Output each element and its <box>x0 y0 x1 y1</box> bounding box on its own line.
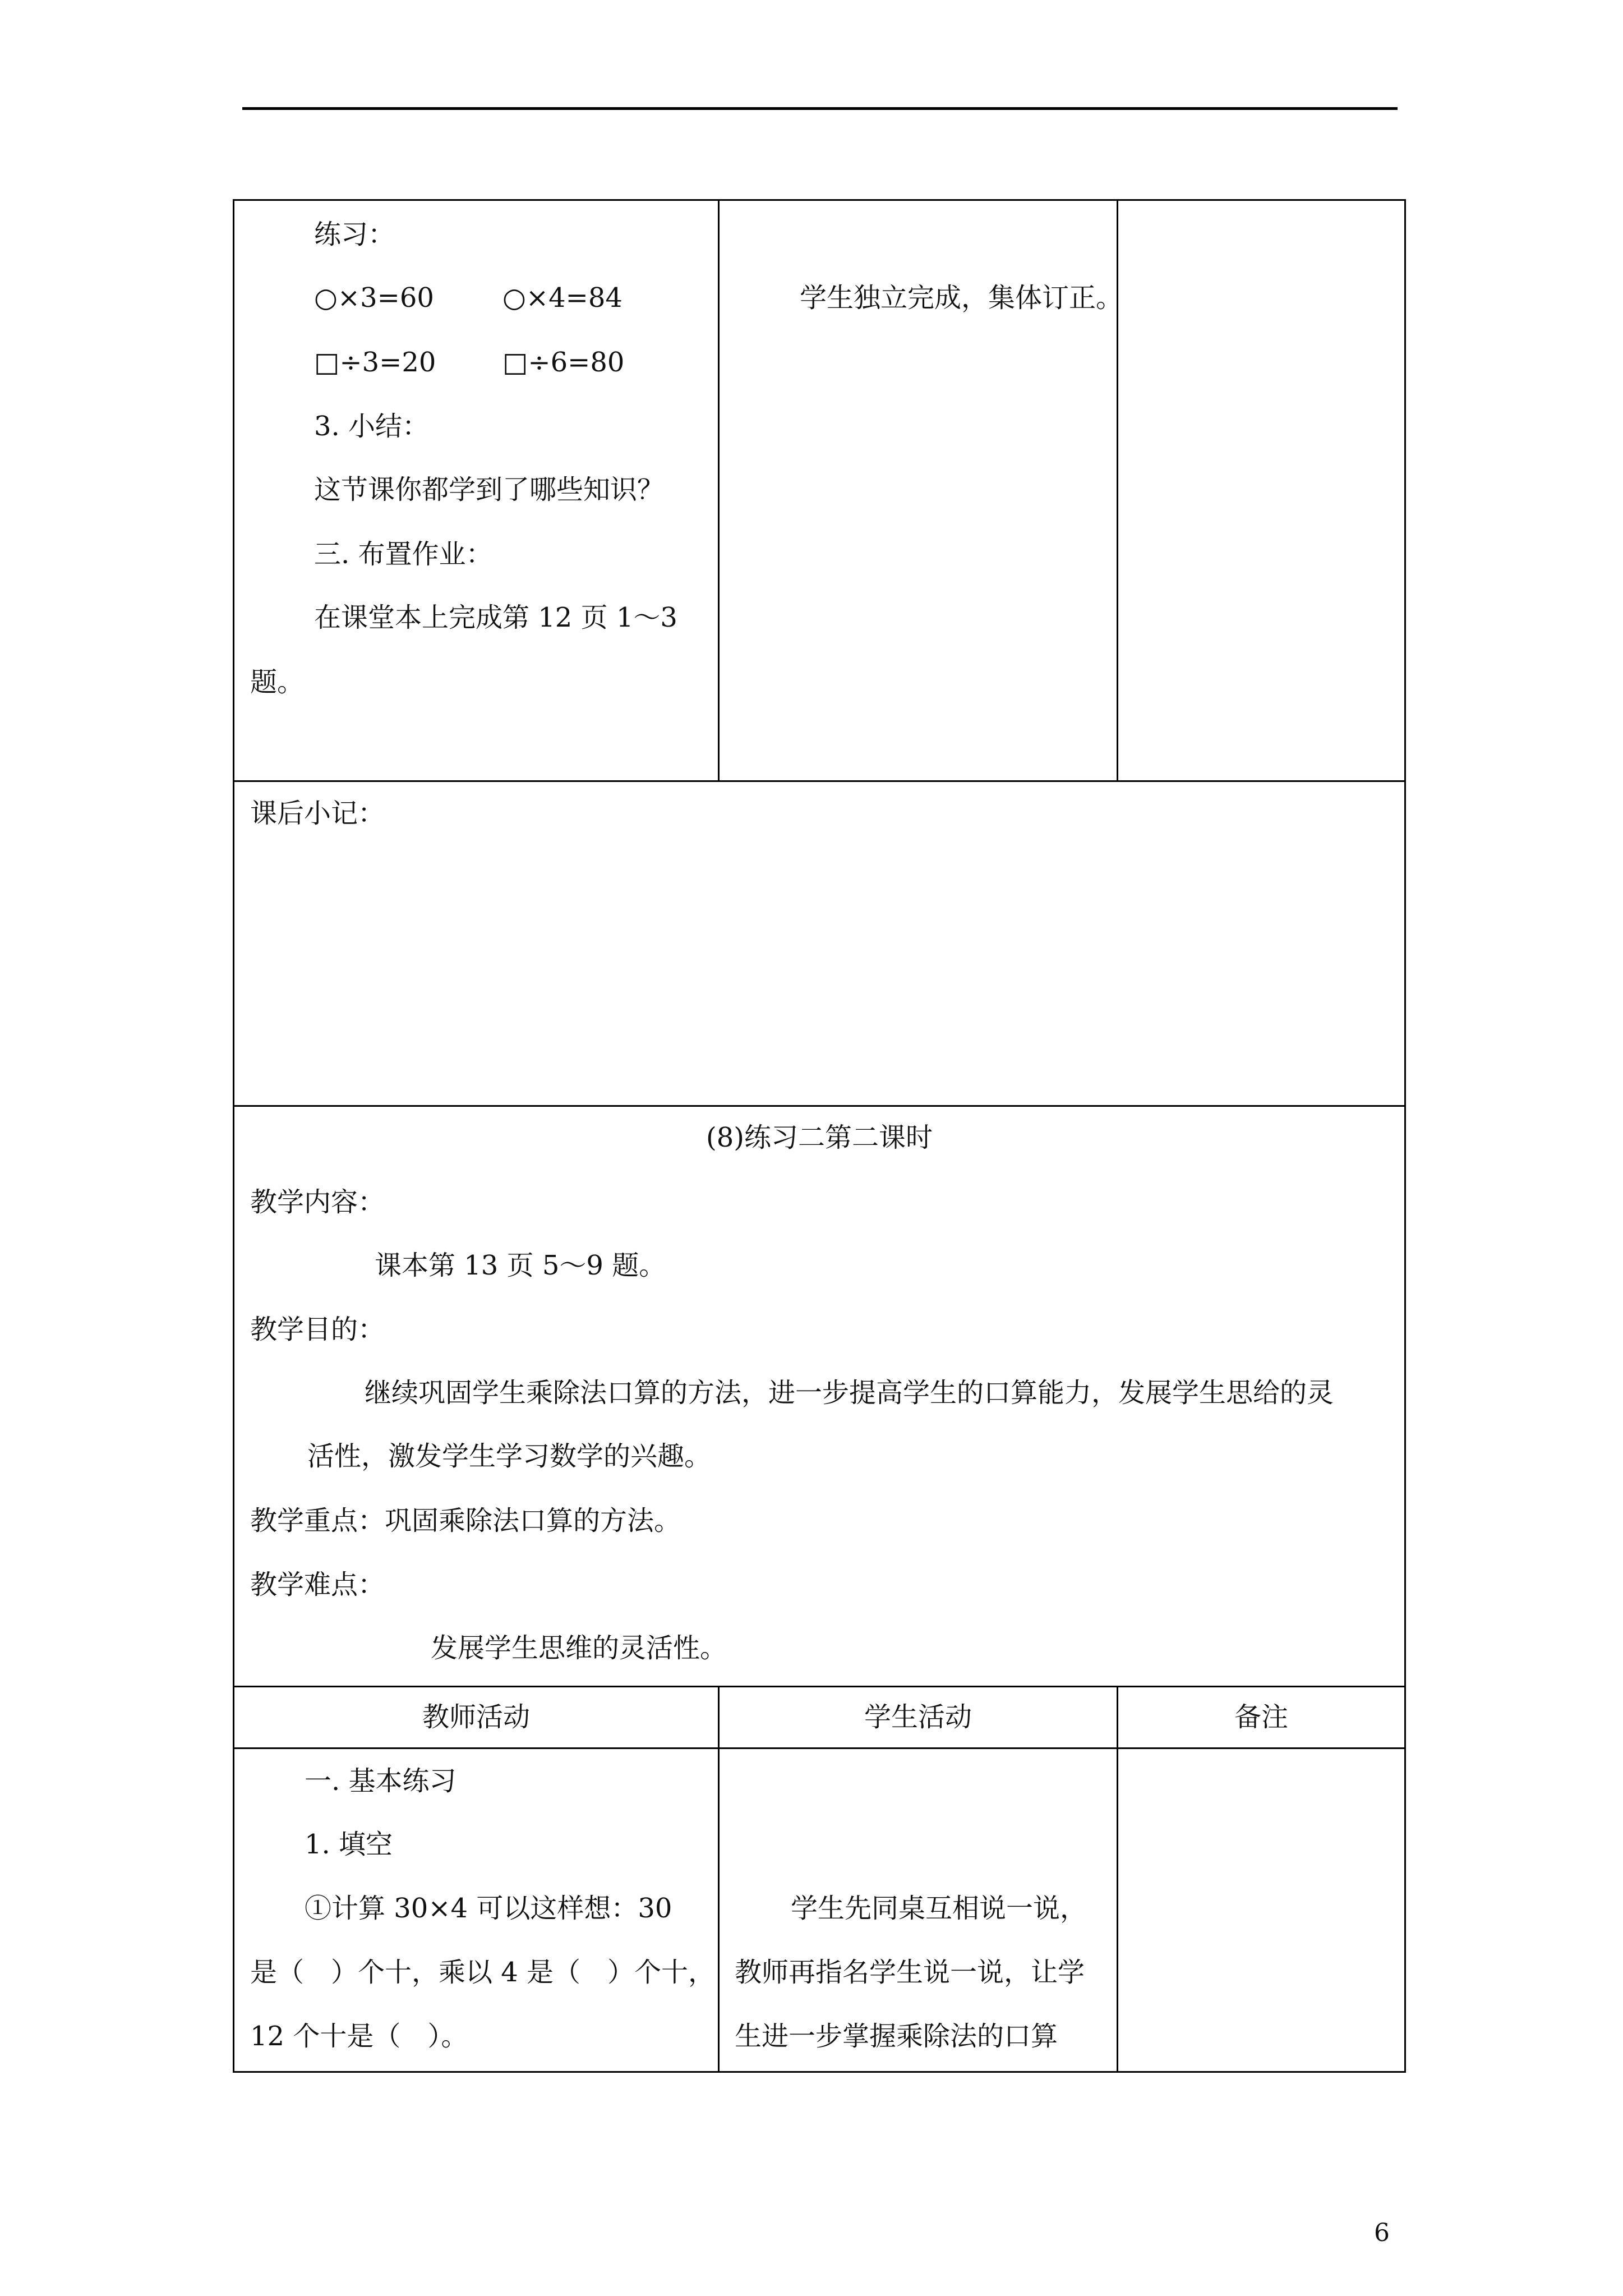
goal-label: 教学目的： <box>250 1314 385 1345</box>
content-text: 课本第 13 页 5～9 题。 <box>375 1250 666 1281</box>
column-divider <box>1117 1686 1118 2073</box>
fill-blank-item: ①计算 30×4 可以这样想：30 <box>305 1893 672 1924</box>
exercise-item: ○×3=60 <box>314 282 434 314</box>
page-number: 6 <box>1374 2219 1390 2247</box>
student-activity-text: 学生先同桌互相说一说， <box>791 1893 1087 1924</box>
exercise-item: □÷6=80 <box>502 347 625 378</box>
after-class-notes-label: 课后小记： <box>250 798 385 829</box>
exercise-item: □÷3=20 <box>314 347 436 378</box>
student-activity-text: 生进一步掌握乘除法的口算 <box>735 2021 1058 2052</box>
header-rule <box>242 107 1398 110</box>
goal-text: 继续巩固学生乘除法口算的方法，进一步提高学生的口算能力，发展学生思给的灵 <box>365 1377 1334 1409</box>
teacher-activity-header: 教师活动 <box>422 1701 530 1733</box>
note-header: 备注 <box>1234 1701 1288 1733</box>
summary-heading: 3. 小结： <box>314 411 430 442</box>
difficulty-text: 发展学生思维的灵活性。 <box>431 1632 727 1664</box>
homework-text: 题。 <box>250 666 305 698</box>
content-label: 教学内容： <box>250 1186 385 1218</box>
column-divider <box>718 1686 720 2073</box>
student-activity-text: 学生独立完成，集体订正。 <box>800 282 1123 314</box>
row-divider <box>234 1105 1404 1107</box>
fill-blank-heading: 1. 填空 <box>305 1829 393 1860</box>
lesson-plan-table <box>233 199 1406 2073</box>
column-divider <box>718 201 720 780</box>
row-divider <box>234 1686 1404 1687</box>
row-divider <box>234 780 1404 782</box>
lesson-title: (8)练习二第二课时 <box>706 1122 933 1153</box>
student-activity-header: 学生活动 <box>864 1701 972 1733</box>
fill-blank-item: 12 个十是（ ）。 <box>250 2021 468 2052</box>
homework-text: 在课堂本上完成第 12 页 1～3 <box>314 602 677 633</box>
student-activity-text: 教师再指名学生说一说，让学 <box>735 1957 1085 1988</box>
key-point: 教学重点：巩固乘除法口算的方法。 <box>250 1505 681 1536</box>
difficulty-label: 教学难点： <box>250 1569 385 1600</box>
row-divider <box>234 1747 1404 1749</box>
exercise-item: ○×4=84 <box>502 282 623 314</box>
goal-text: 活性，激发学生学习数学的兴趣。 <box>307 1441 712 1472</box>
fill-blank-item: 是（ ）个十，乘以 4 是（ ）个十， <box>250 1957 716 1988</box>
summary-question: 这节课你都学到了哪些知识？ <box>314 474 665 505</box>
basic-practice-heading: 一. 基本练习 <box>305 1765 457 1797</box>
homework-heading: 三. 布置作业： <box>314 539 493 570</box>
practice-label: 练习： <box>314 219 395 250</box>
